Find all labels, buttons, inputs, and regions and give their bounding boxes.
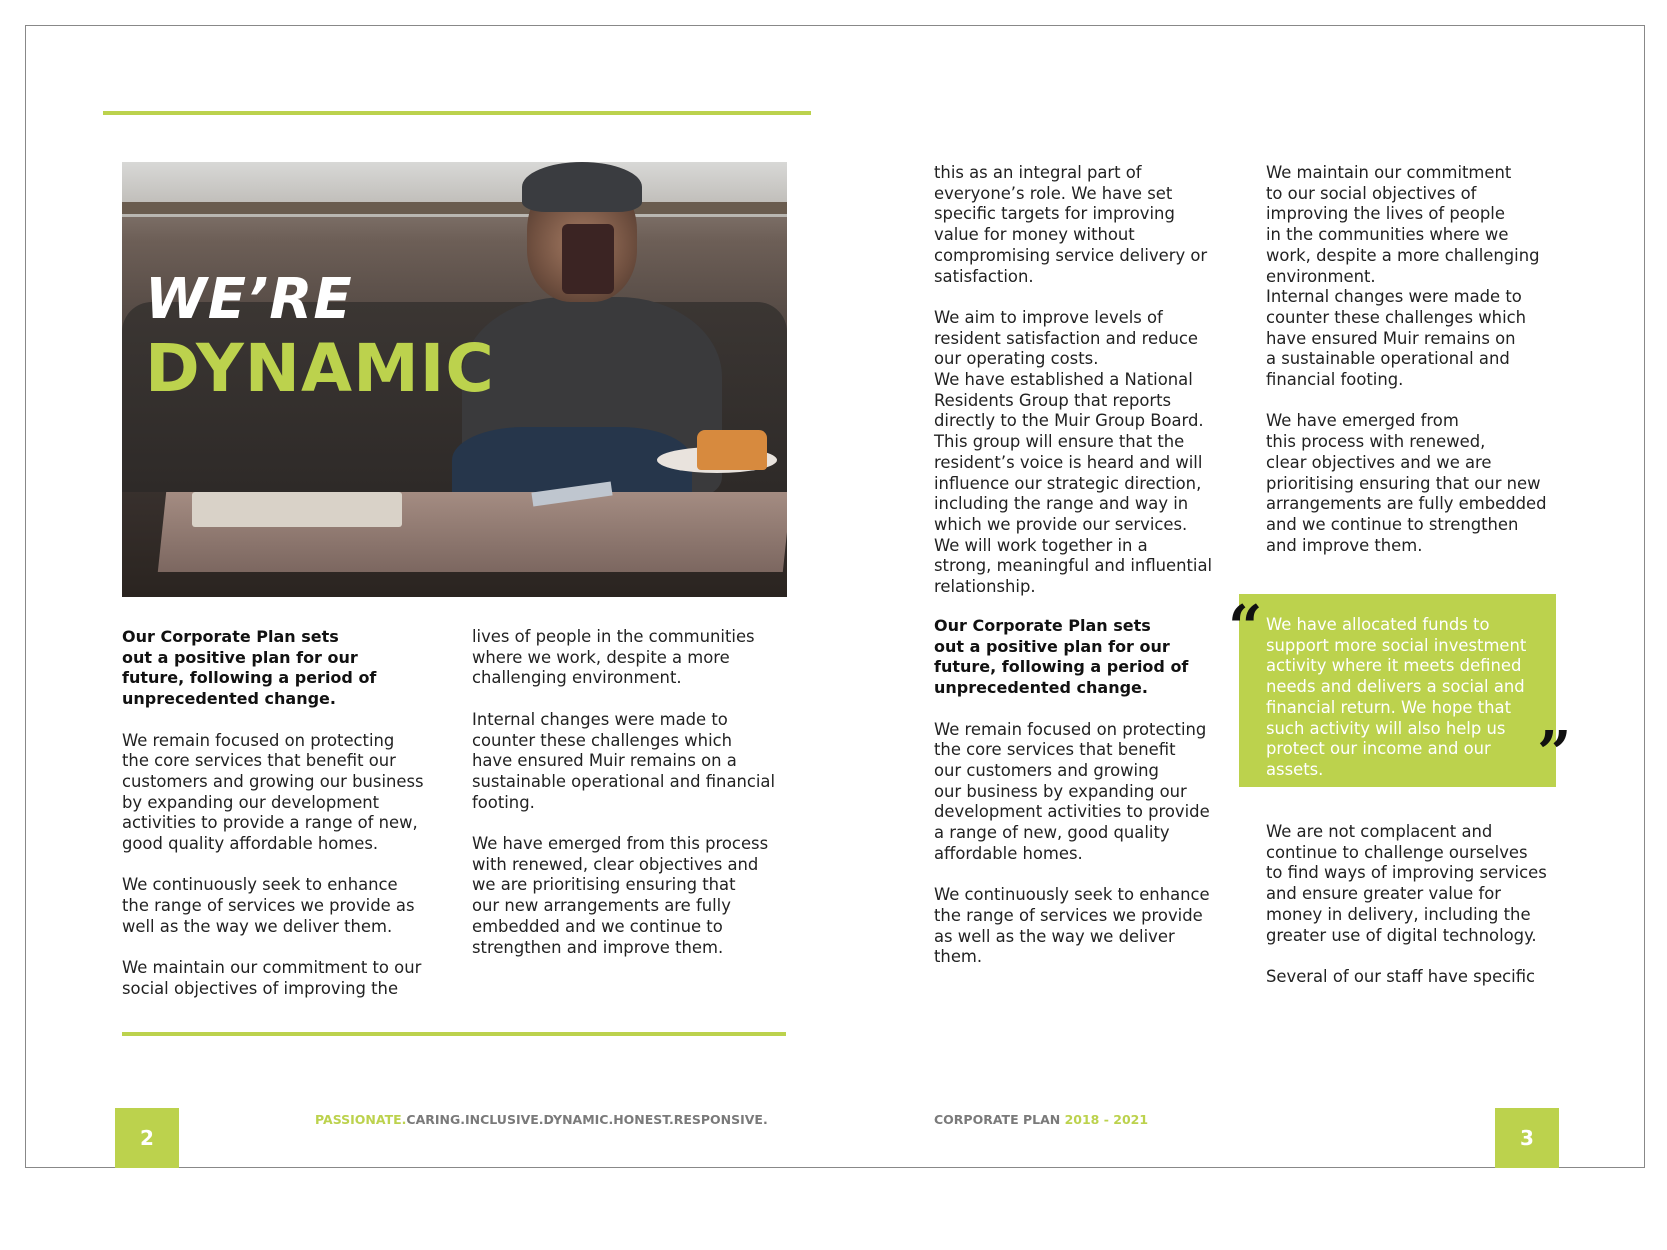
hero-title-line2: DYNAMIC (145, 330, 495, 407)
body-paragraph: We are not complacent and continue to challenge ourselves to find ways of improving services and ensure greater value for money in delivery, including the greater use of digital technology. (1266, 822, 1547, 945)
footer-values (315, 1112, 768, 1127)
body-paragraph: We continuously seek to enhance the range of services we provide as well as the way we deliver them. (934, 885, 1210, 967)
body-paragraph: We aim to improve levels of resident satisfaction and reduce our operating costs. We have established a National Residents Group that reports directly to the Muir Group Board. This group will ensure that the resident’s voice is heard and will influence our strategic direction, including the range and way in which we provide our services. We will work together in a strong, meaningful and influential relationship. (934, 307, 1213, 597)
pull-quote-text: We have allocated funds to support more social investment activity where it meets defined needs and delivers a social and financial return. We hope that such activity will also help us protect our income and our assets. (1266, 615, 1527, 779)
body-paragraph: We maintain our commitment to our social objectives of improving the (122, 958, 422, 998)
photo-mug (562, 224, 614, 294)
page-number-left: 2 (115, 1108, 179, 1168)
footer-values-rest: CARING.INCLUSIVE.DYNAMIC.HONEST.RESPONSIVE. (406, 1112, 768, 1127)
body-paragraph: Several of our staff have specific (1266, 966, 1536, 986)
photo-books (192, 492, 402, 527)
body-paragraph: We remain focused on protecting the core services that benefit our customers and growing our business by expanding our development activities to provide a range of new, good quality affordable homes. (934, 719, 1210, 863)
body-paragraph: We have emerged from this process with renewed, clear objectives and we are prioritising ensuring that our new arrangements are fully embedded and we continue to strengthen and improve them. (472, 834, 769, 957)
lead-paragraph: Our Corporate Plan sets out a positive plan for our future, following a period of unprecedented change. (934, 616, 1189, 698)
right-column-2-top (1266, 163, 1566, 556)
page-number-right: 3 (1495, 1108, 1559, 1168)
photo-window-sill (122, 202, 787, 214)
footer-plan-years: 2018 - 2021 (1064, 1112, 1149, 1127)
open-quote-icon: “ (1228, 593, 1263, 663)
photo-cake (697, 430, 767, 470)
right-column-1-top (934, 163, 1234, 598)
bottom-accent-rule (122, 1032, 786, 1036)
body-paragraph: We have emerged from this process with renewed, clear objectives and we are prioritising ensuring that our new arrangements are fully embedded and we continue to strengthen and improve them. (1266, 411, 1547, 555)
right-column-1-bottom (934, 616, 1234, 968)
footer-values-highlight: PASSIONATE. (315, 1112, 407, 1127)
left-column-2 (472, 627, 802, 958)
left-column-1 (122, 627, 452, 1000)
lead-paragraph: Our Corporate Plan sets out a positive plan for our future, following a period of unprecedented change. (122, 627, 377, 709)
photo-beanie (522, 162, 642, 212)
body-paragraph: We continuously seek to enhance the range of services we provide as well as the way we deliver them. (122, 875, 415, 936)
body-paragraph: Internal changes were made to counter these challenges which have ensured Muir remains on a sustainable operational and financial footing. (472, 709, 776, 812)
hero-title-line1: WE’RE (145, 267, 353, 332)
pull-quote-box (1239, 594, 1556, 787)
right-column-2-bottom (1266, 822, 1566, 988)
close-quote-icon: ” (1537, 719, 1572, 789)
top-accent-rule (103, 111, 811, 115)
body-paragraph: lives of people in the communities where we work, despite a more challenging environment. (472, 627, 755, 688)
body-paragraph: We remain focused on protecting the core services that benefit our customers and growing our business by expanding our development activities to provide a range of new, good quality affordable homes. (122, 730, 424, 854)
footer-plan-label: CORPORATE PLAN (934, 1112, 1065, 1127)
body-paragraph: this as an integral part of everyone’s role. We have set specific targets for improving value for money without compromising service delivery or satisfaction. (934, 163, 1208, 286)
body-paragraph: We maintain our commitment to our social objectives of improving the lives of people in the communities where we work, despite a more challenging environment. Internal changes were made to counter these challenges which have ensured Muir remains on a sustainable operational and financial footing. (1266, 163, 1540, 390)
footer-plan-title (934, 1112, 1148, 1127)
hero-title (145, 267, 495, 407)
